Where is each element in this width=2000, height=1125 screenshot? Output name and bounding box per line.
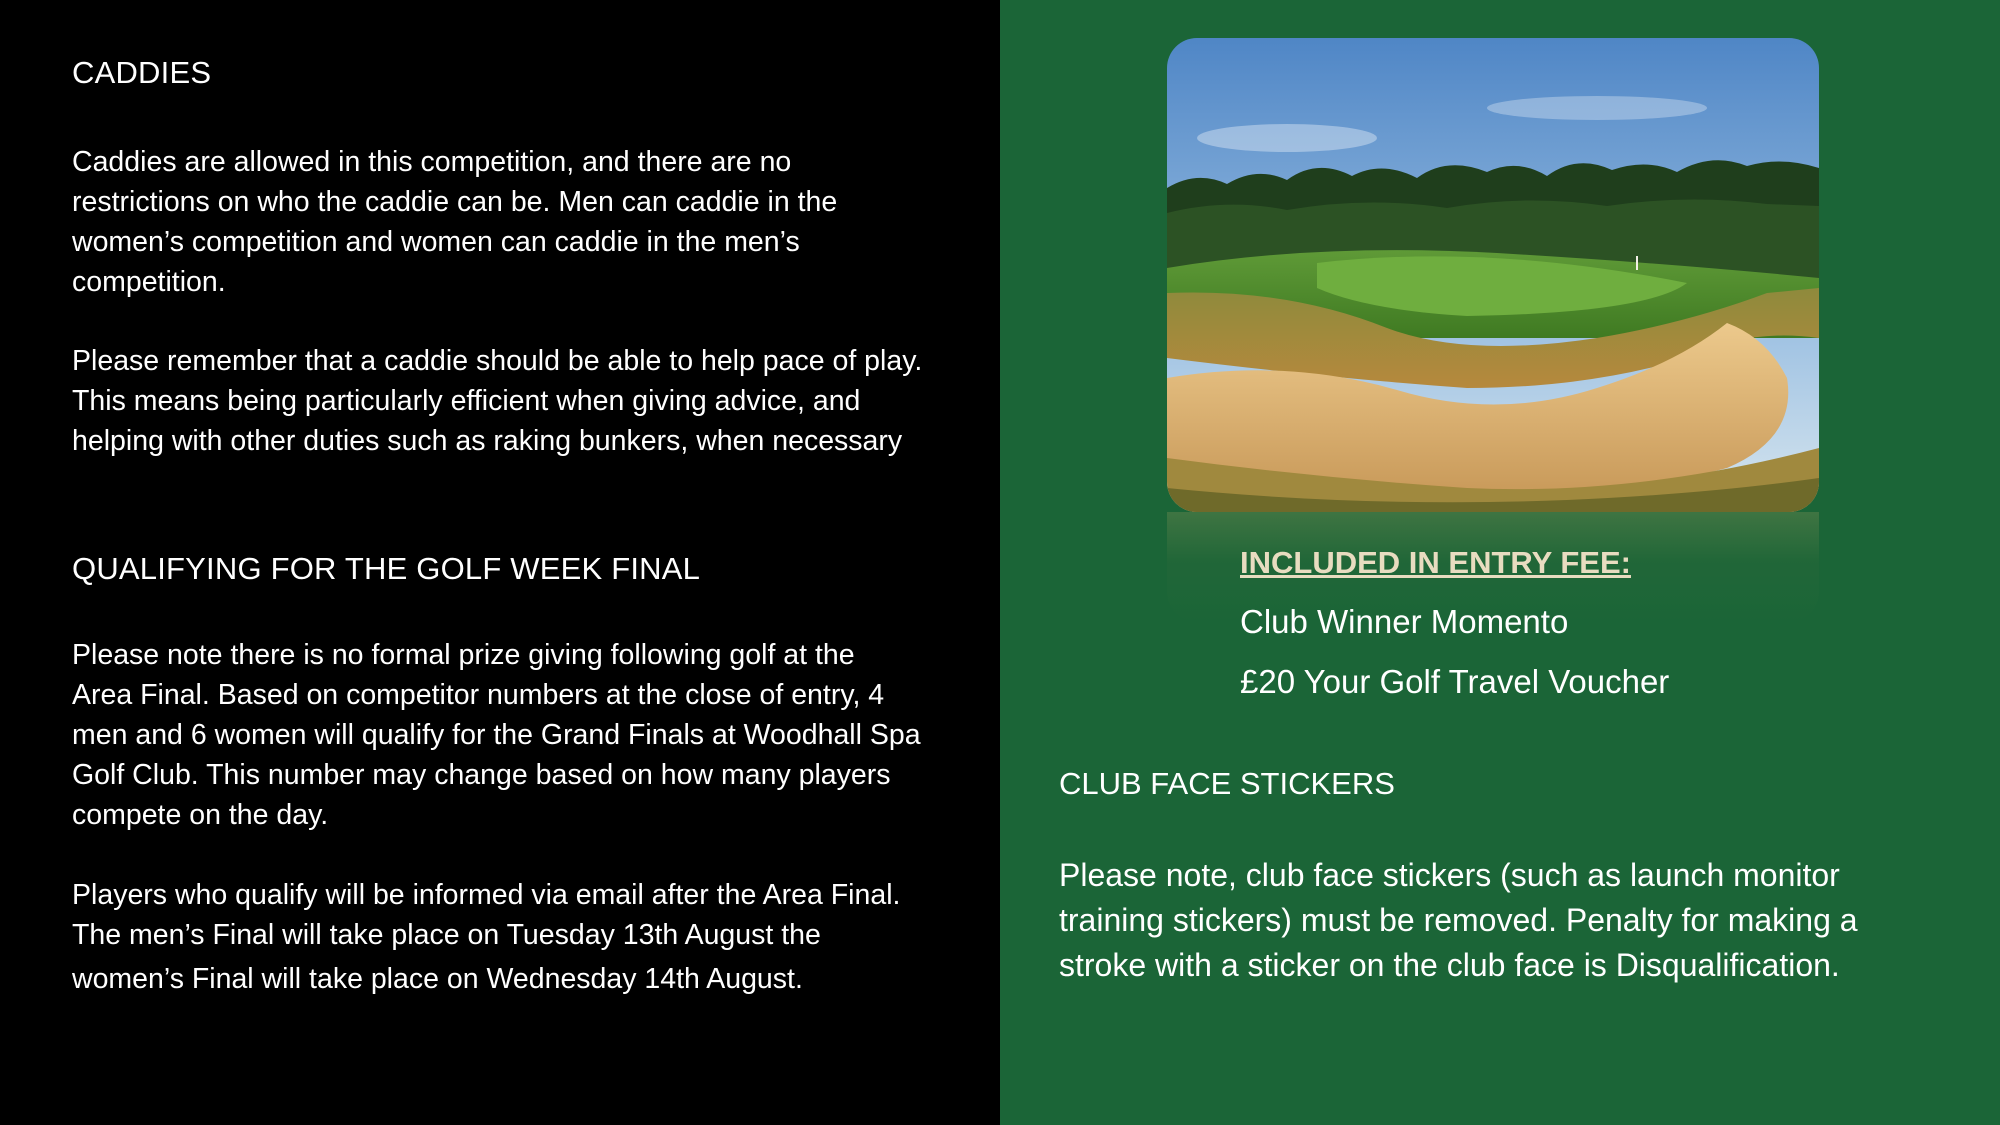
text-line: restrictions on who the caddie can be. Men can caddie in the [72,186,838,218]
entry-fee-title: INCLUDED IN ENTRY FEE: [1240,545,1631,580]
text-line: Please note there is no formal prize giving following golf at the [72,639,855,671]
caddies-paragraph-1 [72,142,837,302]
text-line: This means being particularly efficient when giving advice, and [72,385,861,417]
text-line: men and 6 women will qualify for the Grand Finals at Woodhall Spa [72,719,921,751]
entry-fee-item: £20 Your Golf Travel Voucher [1240,663,1670,700]
club-face-stickers-paragraph [1059,853,1858,988]
text-line: helping with other duties such as raking bunkers, when necessary [72,425,903,457]
text-line: stroke with a sticker on the club face is Disqualification. [1059,947,1840,983]
entry-fee-block [1240,540,1669,705]
club-face-stickers-heading: CLUB FACE STICKERS [1059,766,1395,801]
caddies-paragraph-2 [72,341,922,461]
text-line: training stickers) must be removed. Penalty for making a [1059,902,1858,938]
text-line: competition. [72,266,226,298]
golf-course-photo [1167,38,1819,512]
text-line: women’s competition and women can caddie in the men’s [72,226,800,258]
qualifying-paragraph-1 [72,635,921,835]
text-line: Please remember that a caddie should be able to help pace of play. [72,345,923,377]
text-line: Area Final. Based on competitor numbers at the close of entry, 4 [72,679,885,711]
entry-fee-item: Club Winner Momento [1240,603,1569,640]
text-line: Caddies are allowed in this competition, and there are no [72,146,792,178]
text-line: compete on the day. [72,799,329,831]
text-line: The men’s Final will take place on Tuesday 13th August the [72,919,821,951]
text-line: Please note, club face stickers (such as launch monitor [1059,857,1840,893]
qualifying-paragraph-2 [72,875,900,999]
text-line: Players who qualify will be informed via email after the Area Final. [72,879,901,911]
qualifying-heading: QUALIFYING FOR THE GOLF WEEK FINAL [72,551,701,586]
right-panel [1000,0,2000,1125]
text-line: women’s Final will take place on Wednesday 14th August. [72,963,803,995]
text-line: Golf Club. This number may change based on how many players [72,759,891,791]
caddies-heading: CADDIES [72,55,212,90]
